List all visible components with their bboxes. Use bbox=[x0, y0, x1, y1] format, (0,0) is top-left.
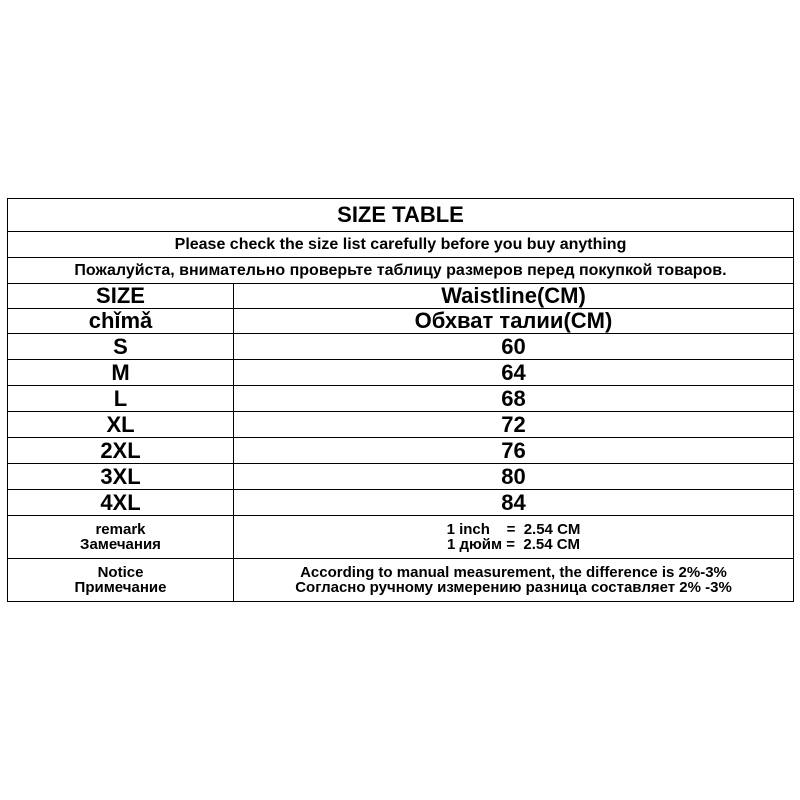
table-row bbox=[8, 412, 794, 438]
title-row bbox=[8, 199, 794, 232]
notice-english: Please check the size list carefully before you buy anything bbox=[8, 232, 794, 258]
table-row bbox=[8, 386, 794, 412]
remark-value-ru: 1 дюйм = 2.54 CM bbox=[446, 536, 581, 553]
size-cell: 3XL bbox=[8, 464, 234, 490]
remark-label-ru: Замечания bbox=[80, 536, 161, 553]
table-row bbox=[8, 438, 794, 464]
remark-label bbox=[8, 516, 234, 559]
size-cell: L bbox=[8, 386, 234, 412]
table-title: SIZE TABLE bbox=[8, 199, 794, 232]
waistline-header: Waistline(CM) bbox=[234, 284, 794, 309]
waist-cell: 60 bbox=[234, 334, 794, 360]
size-header-alt: chǐmǎ bbox=[8, 309, 234, 334]
waist-cell: 84 bbox=[234, 490, 794, 516]
notice-en-row bbox=[8, 232, 794, 258]
notice-label-en: Notice bbox=[97, 564, 144, 581]
remark-value-en: 1 inch = 2.54 CM bbox=[446, 521, 581, 538]
notice-russian: Пожалуйста, внимательно проверьте таблицу размеров перед покупкой товаров. bbox=[8, 258, 794, 284]
header-row-alt bbox=[8, 309, 794, 334]
waist-cell: 80 bbox=[234, 464, 794, 490]
size-cell: S bbox=[8, 334, 234, 360]
table-row bbox=[8, 360, 794, 386]
notice-value-ru: Согласно ручному измерению разница составляет 2% -3% bbox=[295, 579, 732, 596]
remark-value bbox=[234, 516, 794, 559]
notice-value-en: According to manual measurement, the difference is 2%-3% bbox=[300, 564, 727, 581]
size-table bbox=[7, 198, 794, 602]
table-row bbox=[8, 464, 794, 490]
size-cell: 2XL bbox=[8, 438, 234, 464]
header-row-en bbox=[8, 284, 794, 309]
waistline-header-ru: Обхват талии(CM) bbox=[234, 309, 794, 334]
waist-cell: 64 bbox=[234, 360, 794, 386]
size-cell: M bbox=[8, 360, 234, 386]
remark-label-en: remark bbox=[95, 521, 146, 538]
notice-row bbox=[8, 559, 794, 602]
waist-cell: 76 bbox=[234, 438, 794, 464]
size-cell: 4XL bbox=[8, 490, 234, 516]
notice-value bbox=[234, 559, 794, 602]
notice-label-ru: Примечание bbox=[74, 579, 167, 596]
remark-row bbox=[8, 516, 794, 559]
waist-cell: 72 bbox=[234, 412, 794, 438]
size-header: SIZE bbox=[8, 284, 234, 309]
waist-cell: 68 bbox=[234, 386, 794, 412]
notice-label bbox=[8, 559, 234, 602]
table-row bbox=[8, 490, 794, 516]
table-row bbox=[8, 334, 794, 360]
notice-ru-row bbox=[8, 258, 794, 284]
size-cell: XL bbox=[8, 412, 234, 438]
